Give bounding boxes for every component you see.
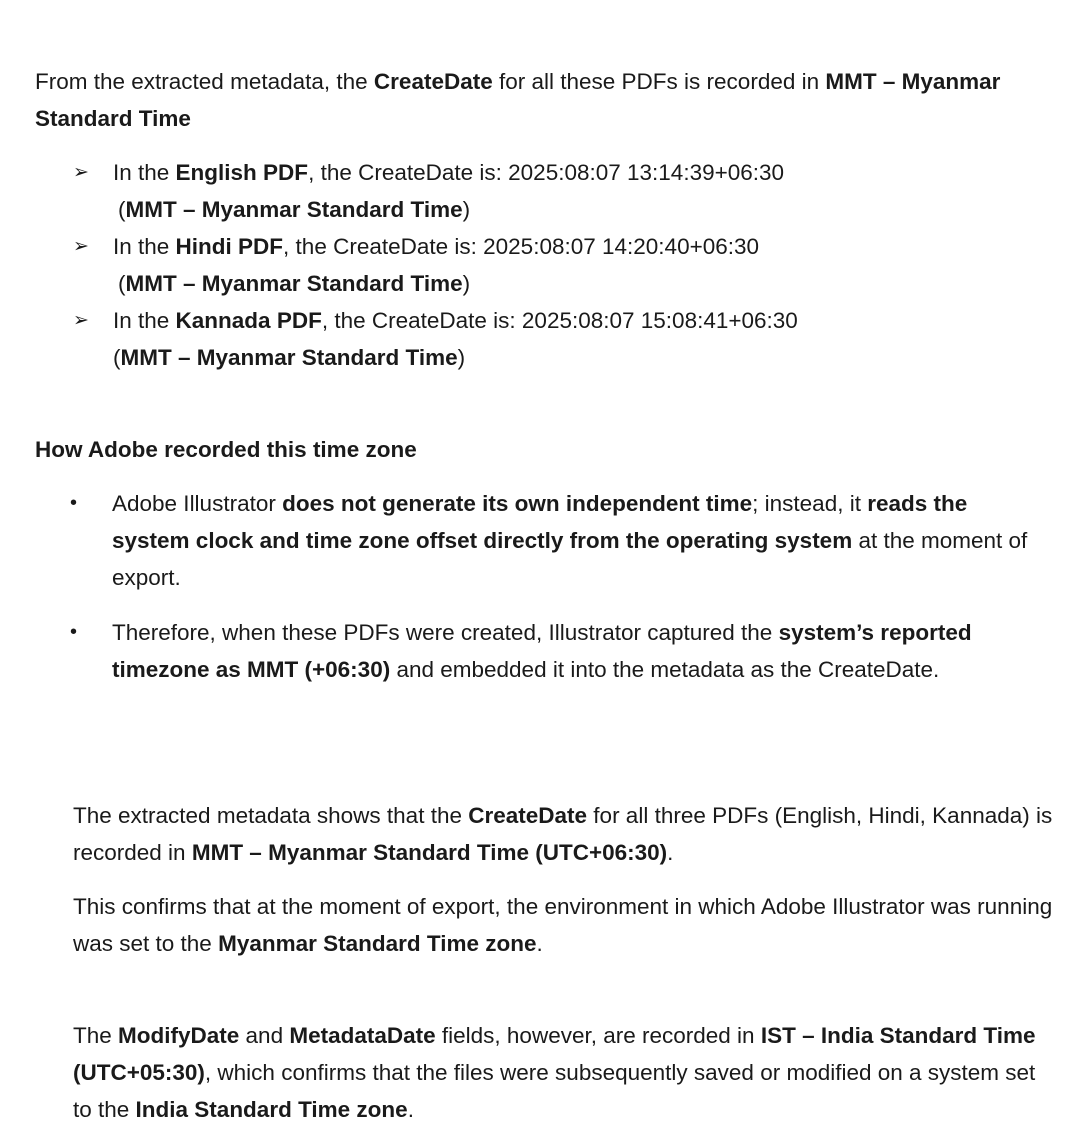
summary-paragraph-3: The ModifyDate and MetadataDate fields, however, are recorded in IST – India Standard Time (UTC+05:30), which confirms that the files were subsequently saved or modified on a system set to the India Standard Time zone. (73, 1023, 1036, 1122)
timezone-label: MMT – Myanmar Standard Time (125, 271, 463, 296)
arrow-bullet-icon: ➢ (73, 310, 89, 331)
arrow-item-text: In the Hindi PDF, the CreateDate is: 2025:08:07 14:20:40+06:30 (MMT – Myanmar Standard Time) (113, 234, 760, 296)
summary-paragraph-2: This confirms that at the moment of export, the environment in which Adobe Illustrator was running was set to the Myanmar Standard Time zone. (73, 894, 1053, 956)
pdf-name: Hindi PDF (175, 234, 284, 259)
arrow-bullet-icon: ➢ (73, 162, 89, 183)
bullet-text: Therefore, when these PDFs were created, Illustrator captured the system’s reported timezone as MMT (+06:30) and embedded it into the metadata as the CreateDate. (112, 620, 972, 682)
intro-text-1: From the extracted metadata, the (35, 69, 374, 94)
bullet-text: Adobe Illustrator does not generate its own independent time; instead, it reads the system clock and time zone offset directly from the operating system at the moment of export. (112, 491, 1028, 590)
arrow-bullet-icon: ➢ (73, 236, 89, 257)
intro-bold-mmt: MMT – Myanmar Standard Time (35, 69, 1001, 131)
pdf-name: Kannada PDF (175, 308, 322, 333)
timezone-label: MMT – Myanmar Standard Time (125, 197, 463, 222)
intro-paragraph (35, 63, 1045, 137)
arrow-item-text: In the English PDF, the CreateDate is: 2025:08:07 13:14:39+06:30 (MMT – Myanmar Standard Time) (113, 160, 785, 222)
summary-paragraph-1: The extracted metadata shows that the CreateDate for all three PDFs (English, Hindi, Kannada) is recorded in MMT – Myanmar Standard Time (UTC+06:30). (73, 803, 1053, 865)
bullet-dot-icon: • (70, 492, 78, 514)
create-date: , the CreateDate is: 2025:08:07 13:14:39+06:30 (308, 160, 785, 185)
pdf-name: English PDF (175, 160, 309, 185)
bullet-dot-icon: • (70, 621, 78, 643)
intro-bold-createdate: CreateDate (373, 69, 493, 94)
create-date: , the CreateDate is: 2025:08:07 14:20:40+06:30 (283, 234, 760, 259)
create-date: , the CreateDate is: 2025:08:07 15:08:41+06:30 (321, 308, 798, 333)
arrow-item-text: In the Kannada PDF, the CreateDate is: 2025:08:07 15:08:41+06:30 (MMT – Myanmar Standard Time) (113, 308, 798, 370)
intro-text-2: for all these PDFs is recorded in (492, 69, 826, 94)
timezone-label: MMT – Myanmar Standard Time (120, 345, 458, 370)
section-heading: How Adobe recorded this time zone (35, 437, 417, 462)
